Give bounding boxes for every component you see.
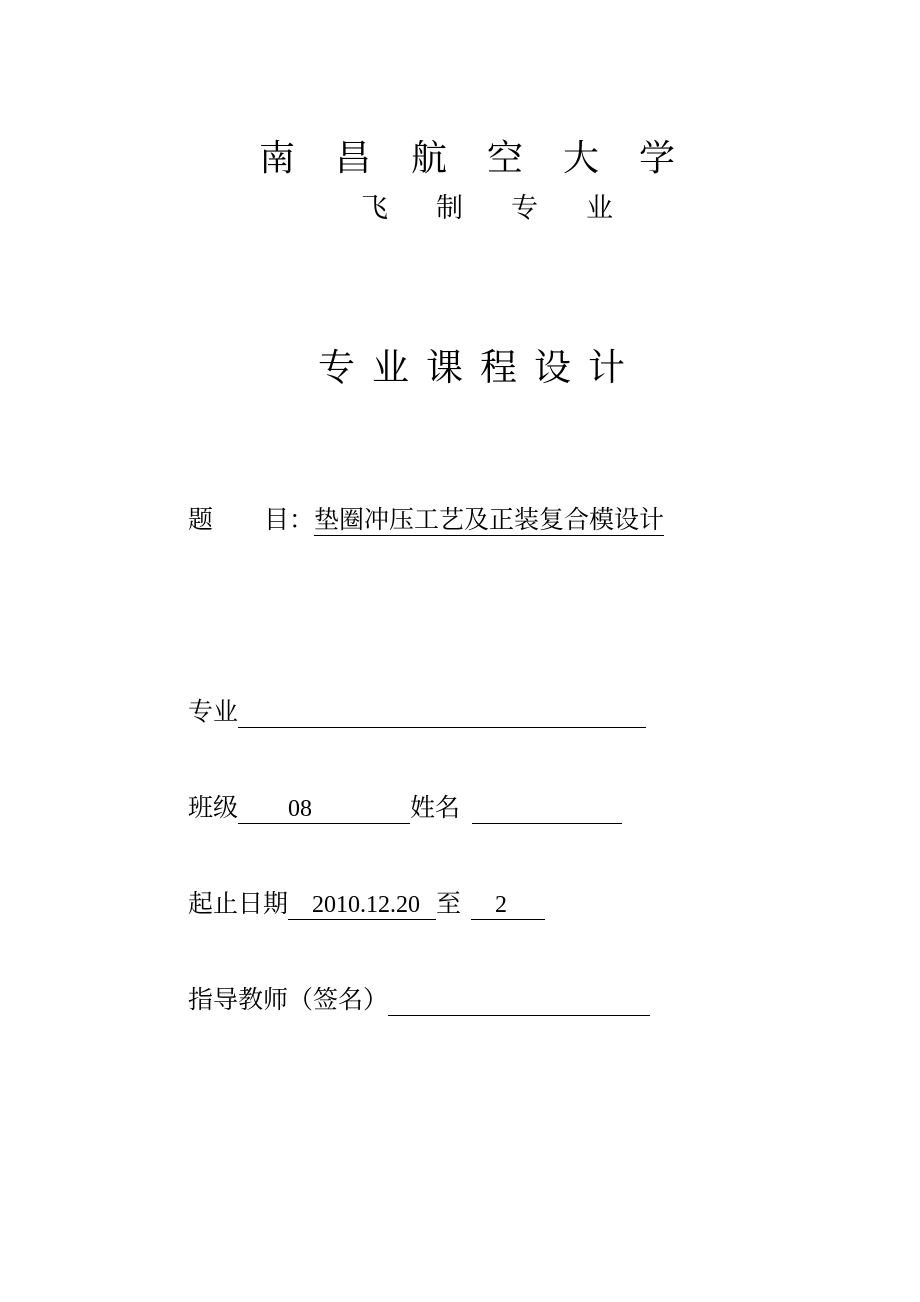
class-name-row (188, 788, 622, 824)
name-field[interactable] (472, 795, 622, 824)
course-title: 专业课程设计 (318, 346, 642, 389)
end-date-field[interactable]: 2 (471, 891, 545, 920)
topic-value: 垫圈冲压工艺及正装复合模设计 (314, 505, 665, 534)
major-field[interactable] (238, 699, 646, 728)
start-date-field[interactable]: 2010.12.20 (288, 891, 436, 920)
name-label: 姓名 (410, 793, 461, 822)
topic-label-part2: 目： (264, 505, 315, 534)
class-label: 班级 (188, 793, 239, 822)
major-label: 专业 (188, 697, 239, 726)
topic-label-part1: 题 (188, 505, 214, 534)
major-heading: 飞制专业 (361, 193, 661, 224)
dates-row (188, 884, 545, 920)
university-name: 南昌航空大学 (259, 138, 716, 179)
to-label: 至 (436, 889, 462, 918)
advisor-label: 指导教师（签名） (188, 985, 389, 1014)
advisor-signature-field[interactable] (388, 987, 650, 1016)
dates-label: 起止日期 (188, 889, 289, 918)
class-field[interactable]: 08 (238, 795, 410, 824)
topic-row (188, 500, 664, 536)
advisor-row (188, 980, 650, 1016)
major-row (188, 692, 646, 728)
